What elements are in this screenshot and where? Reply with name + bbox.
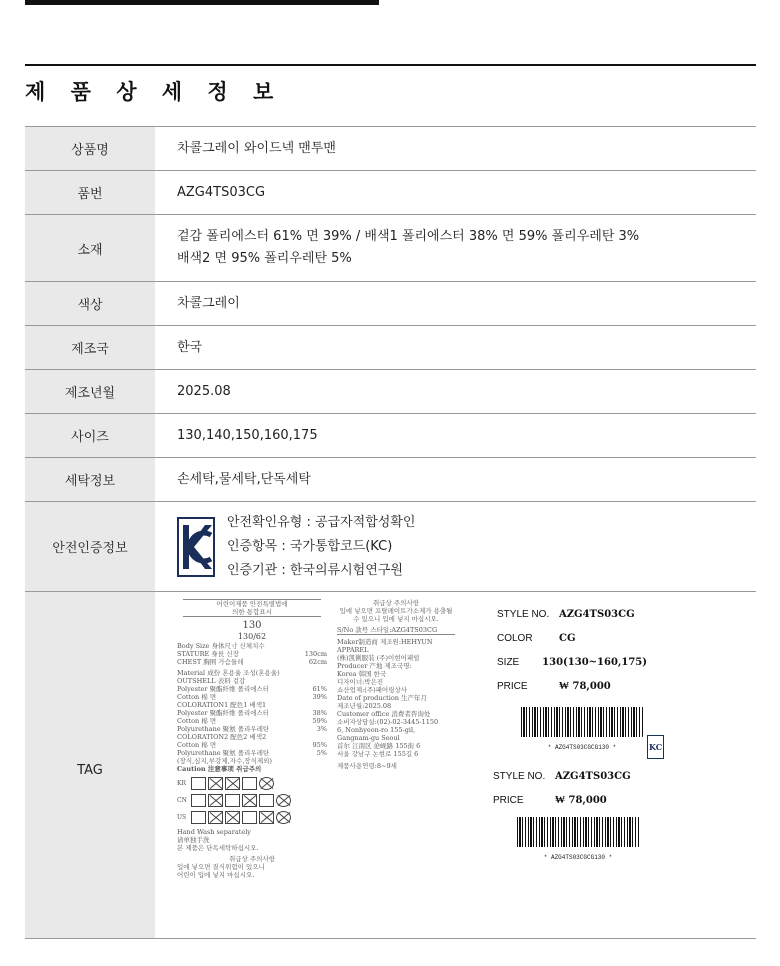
row-label: 사이즈	[25, 414, 155, 458]
no-bleach-icon	[208, 777, 223, 790]
table-row	[25, 592, 756, 939]
material-line: 배색2 면 95% 폴리우레탄 5%	[177, 251, 352, 266]
table-row	[25, 458, 756, 502]
row-value: 한국	[155, 326, 756, 370]
row-value	[155, 215, 756, 282]
safety-type: 안전확인유형 : 공급자적합성확인	[227, 514, 416, 530]
no-tumble-dry-icon	[242, 794, 257, 807]
row-label: 세탁정보	[25, 458, 155, 502]
no-dryer-icon	[225, 777, 240, 790]
table-row	[25, 414, 756, 458]
no-tumble-dry-icon	[225, 811, 240, 824]
no-iron-icon	[259, 811, 274, 824]
row-value	[155, 502, 756, 592]
barcode	[517, 817, 639, 847]
table-row	[25, 171, 756, 215]
hand-wash-icon	[191, 794, 206, 807]
row-value: 130,140,150,160,175	[155, 414, 756, 458]
row-label: TAG	[25, 592, 155, 939]
row-value: 2025.08	[155, 370, 756, 414]
low-iron-icon	[259, 794, 274, 807]
row-value: 손세탁,물세탁,단독세탁	[155, 458, 756, 502]
safety-item: 인증항목 : 국가통합코드(KC)	[227, 538, 393, 554]
kc-mini-icon: KC	[647, 735, 664, 759]
page-title: 제 품 상 세 정 보	[25, 80, 283, 104]
table-row	[25, 326, 756, 370]
maker-label: 취급상 주의사항 입에 넣으면 프탈레이트가소제가 용출될 수 있으니 입에 넣지 마십시오. S/No 款号 스타일:AZG4TS03CG Maker制造商 제조원:HEHYUN APPAREL (株)凯俐服装 (주)이현어패럴 Producer 产地 제조국명: Korea 韩国 한국 디자이너:박은진 쇼산업제:(주)패어링상사 Date of production 生产年月 제조년월:2025.08 Customer office 消费者咨询处 소비자상담실:(02)-02-3445-1150 6, Nonhyeon-ro 155-gil, Gangnam-gu Seoul 首尔 江南区 论岘路 155街 6 서울 강남구 논현로 155길 6 제품사용연령:8~9세	[337, 599, 455, 770]
row-label: 상품명	[25, 127, 155, 171]
row-label: 제조국	[25, 326, 155, 370]
hand-wash-icon	[191, 811, 206, 824]
row-label: 품번	[25, 171, 155, 215]
row-value: AZG4TS03CG	[155, 171, 756, 215]
care-label: 어린이제품 안전특별법에 의한 통합표시 130 130/62 Body Size 身体尺寸 신체치수 STATURE 身長 신장 130cm CHEST 胸围 가슴둘레 62cm Material 成份 혼용율 조성(혼용율) OUTSHELL 表料 겉감 Polyester 聚酯纤维 폴리에스터 61% Cotton 棉 면 39% COLORATION1 配色1 배색1 Polyester 聚酯纤维 폴리에스터 38% Cotton 棉 면 59% Polyurethane 聚氨 폴리우레탄 3% COLORATION2 配色2 배색2 Cotton 棉 면 95% Polyurethane 聚氨 폴리우레탄 5% (장식,심지,부강제,자수,장식제외) Caution 注意事项 취급주의 KR CN US Hand Wash separately 请单独手洗 본 제품은 단독세탁하십시오. 취급상 주의사항 입에 넣으면 질식위험이 있으니 어린이 입에 넣지 마십시오.	[177, 600, 327, 879]
table-row	[25, 282, 756, 326]
table-row	[25, 127, 756, 171]
row-label: 제조년월	[25, 370, 155, 414]
row-label: 색상	[25, 282, 155, 326]
row-value: 차콜그레이	[155, 282, 756, 326]
top-image-edge	[25, 0, 379, 5]
no-dry-clean-icon	[259, 777, 274, 790]
barcode	[521, 707, 643, 737]
tag-images	[177, 593, 755, 937]
kc-mark-icon	[177, 517, 215, 577]
product-spec-table	[25, 126, 756, 939]
row-value: 차콜그레이 와이드넥 맨투맨	[155, 127, 756, 171]
row-value	[155, 592, 756, 939]
hand-wash-icon	[191, 777, 206, 790]
care-symbols-cn: CN	[177, 794, 327, 807]
no-bleach-icon	[208, 811, 223, 824]
table-row	[25, 370, 756, 414]
no-bleach-icon	[208, 794, 223, 807]
table-row	[25, 215, 756, 282]
price-tag: STYLE NO. AZG4TS03CG COLOR CG SIZE 130(130~160,175) PRICE ₩ 78,000 * AZG4TS03CGCG130 * KC STYLE NO. AZG4TS03CG PRICE ₩ 78,000 * AZG4TS03CGCG130 *	[493, 609, 663, 861]
heading-rule	[25, 64, 756, 66]
row-label: 안전인증정보	[25, 502, 155, 592]
material-line: 겉감 폴리에스터 61% 면 39% / 배색1 폴리에스터 38% 면 59% 폴리우레탄 3%	[177, 229, 640, 244]
safety-agency: 인증기관 : 한국의류시험연구원	[227, 562, 403, 578]
line-dry-icon	[225, 794, 240, 807]
no-dry-clean-icon	[276, 794, 291, 807]
care-symbols-us: US	[177, 811, 327, 824]
table-row	[25, 502, 756, 592]
no-dry-clean-icon	[276, 811, 291, 824]
dry-flat-icon	[242, 777, 257, 790]
dry-flat-icon	[242, 811, 257, 824]
row-label: 소재	[25, 215, 155, 282]
care-symbols-kr: KR	[177, 777, 327, 790]
